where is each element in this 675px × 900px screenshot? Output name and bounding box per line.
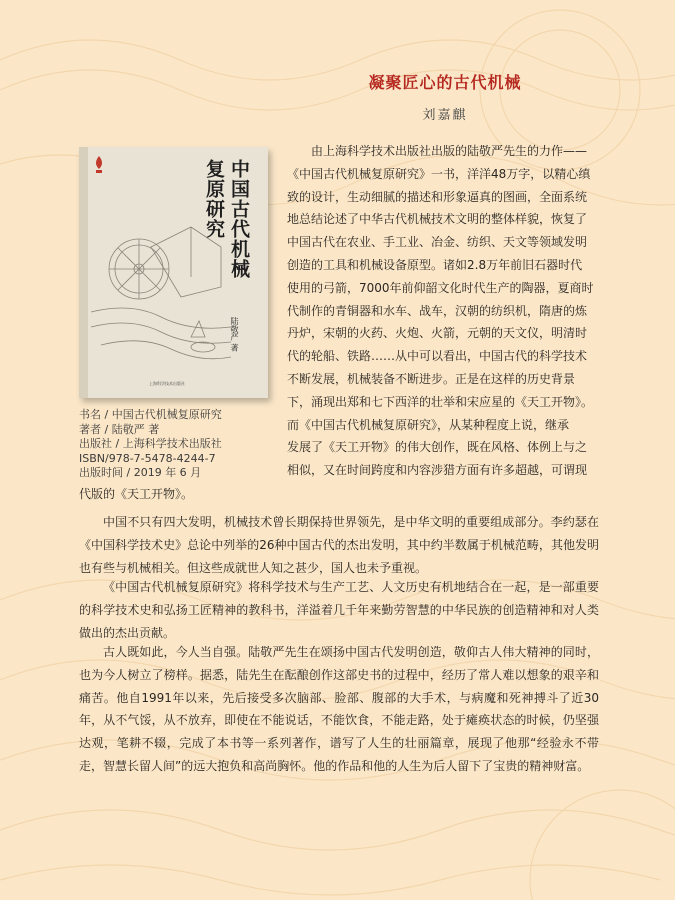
- book-info: [79, 408, 222, 481]
- book-cover-author: 陆敬严 著: [230, 317, 239, 352]
- book-cover-publisher: 上海科学技术出版社: [149, 381, 185, 386]
- book-info-date: 出版时间 / 2019 年 6 月: [79, 466, 202, 479]
- book-cover-image: [79, 147, 268, 398]
- paragraph-line: 不断发展，机械装备不断进步。正是在这样的历史背景: [287, 371, 576, 386]
- paragraph-line: 中国古代在农业、手工业、冶金、纺织、天文等领域发明: [287, 235, 588, 250]
- paragraph-textbook: 《中国古代机械复原研究》将科学技术与生产工艺、人文历史有机地结合在一起，是一部重要的科学技术史和弘扬工匠精神的教科书，洋溢着几千年来勤劳智慧的中华民族的创造精神和对人类做出的杰出贡献。: [79, 580, 599, 640]
- book-info-isbn: ISBN/978-7-5478-4244-7: [79, 451, 216, 465]
- book-spine: [79, 147, 88, 398]
- paragraph-line: 地总结论述了中华古代机械技术文明的整体样貌，恢复了: [287, 212, 588, 227]
- paragraph-line: 下，涌现出郑和七下西洋的壮举和宋应星的《天工开物》。: [287, 394, 594, 409]
- paragraph-line: 由上海科学技术出版社出版的陆敬严先生的力作——: [287, 144, 588, 158]
- paragraph-line: 创造的工具和机械设备原型。诸如2.8万年前旧石器时代: [287, 257, 583, 272]
- paragraph-line: 丹炉，宋朝的火药、火炮、火箭，元朝的天文仪，明清时: [287, 326, 588, 341]
- paragraph-line: 《中国古代机械复原研究》一书，洋洋48万字，以精心缜: [287, 166, 591, 181]
- paragraph-intro: [287, 140, 599, 482]
- book-info-author: 著者 / 陆敬严 著: [79, 422, 160, 436]
- paragraph-line: 致的设计，生动细腻的描述和形象逼真的图画，全面系统: [287, 189, 588, 204]
- paragraph-line: 发展了《天工开物》的伟大创作，既在风格、体例上与之: [287, 440, 588, 455]
- book-info-title: 书名 / 中国古代机械复原研究: [79, 408, 222, 421]
- paragraph-line: 代制作的青铜器和水车、战车，汉朝的纺织机，隋唐的炼: [287, 303, 588, 318]
- paragraph-inventions: 中国不只有四大发明，机械技术曾长期保持世界领先，是中华文明的重要组成部分。李约瑟在《中国科学技术史》总论中列举的26种中国古代的杰出发明，其中约半数属于机械范畴，其他发明也有些与机械相关。但这些成就世人知之甚少，国人也未予重视。: [79, 515, 599, 575]
- publisher-logo-icon: [93, 155, 105, 175]
- article-author: 刘嘉麒: [422, 108, 468, 123]
- paragraph-line: 代的轮船、铁路……从中可以看出，中国古代的科学技术: [287, 349, 588, 364]
- book-info-publisher: 出版社 / 上海科学技术出版社: [79, 437, 222, 450]
- paragraph-intro-tail: 代版的《天工开物》。: [79, 487, 194, 501]
- book-cover-title-line: 复原研究: [203, 159, 225, 239]
- waterwheel-illustration: [91, 217, 231, 367]
- article-title: 凝聚匠心的古代机械: [368, 73, 522, 92]
- paragraph-line: 相似，又在时间跨度和内容涉猎方面有许多超越，可谓现: [287, 463, 588, 478]
- book-cover-title-line: 中国古代机械: [228, 159, 250, 279]
- paragraph-line: 而《中国古代机械复原研究》，从某种程度上说，继承: [287, 417, 570, 432]
- paragraph-line: 使用的弓箭，7000年前仰韶文化时代生产的陶器，夏商时: [287, 280, 594, 295]
- paragraph-author-spirit: 古人既如此，今人当自强。陆敬严先生在颂扬中国古代发明创造，敬仰古人伟大精神的同时，也为今人树立了榜样。据悉，陆先生在酝酿创作这部史书的过程中，经历了常人难以想象的艰辛和痛苦。他自1991年以来，先后接受多次脑部、脸部、腹部的大手术，与病魔和死神搏斗了近30年，从不气馁，从不放弃，即使在不能说话，不能饮食，不能走路，处于瘫痪状态的时候，仍坚强达观，笔耕不辍，完成了本书等一系列著作，谱写了人生的壮丽篇章，展现了他那“经验永不带走，智慧长留人间”的远大抱负和高尚胸怀。他的作品和他的人生为后人留下了宝贵的精神财富。: [79, 645, 599, 773]
